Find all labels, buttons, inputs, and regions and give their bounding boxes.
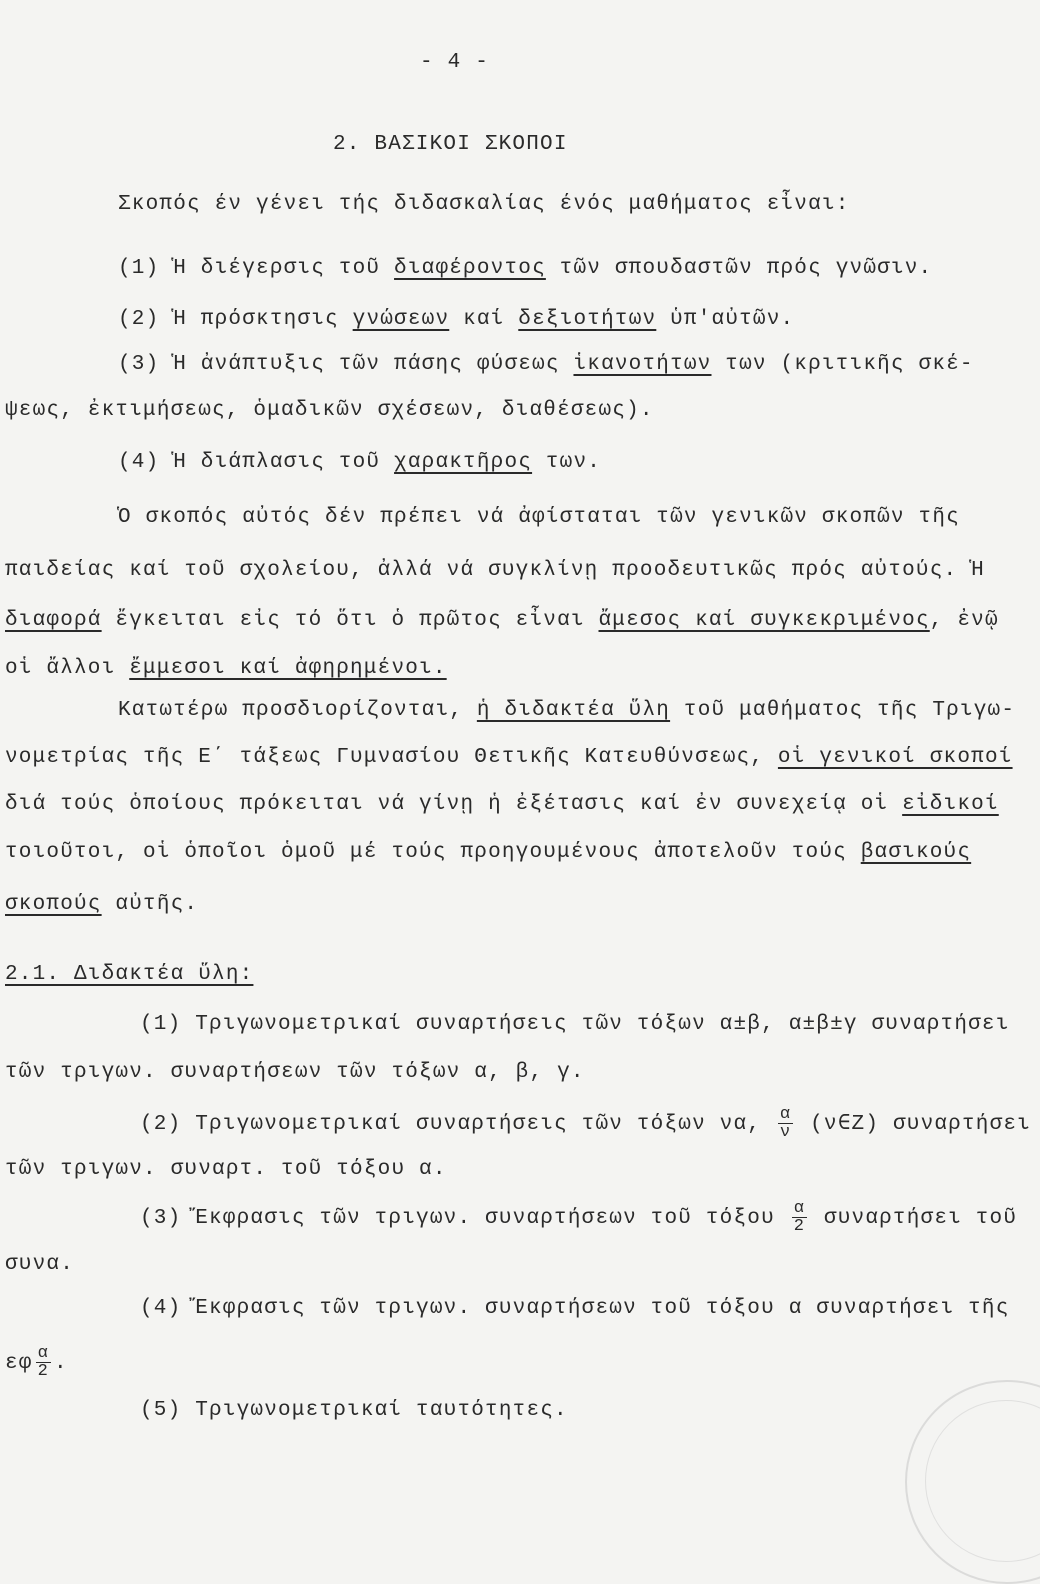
- item-2-text-end: (ν∈Ζ) συναρτήσει: [796, 1113, 1031, 1137]
- fraction-denominator: ν: [779, 1123, 792, 1142]
- fraction-alpha-over-2: [792, 1200, 807, 1235]
- item-5: (5) Τριγωνομετρικαί ταυτότητες.: [140, 1399, 568, 1422]
- fraction-numerator: α: [37, 1344, 50, 1363]
- paragraph-1-line-3-text: ἔγκειται εἰς τό ὅτι ὁ πρῶτος εἶναι: [101, 609, 599, 632]
- paragraph-1-line-2: παιδείας καί τοῦ σχολείου, ἀλλά νά συγκλίνῃ προοδευτικῶς πρός αὐτούς. Ἡ: [5, 559, 985, 582]
- indirect-abstract-keyword: ἔμμεσοι καί ἀφηρημένοι.: [129, 657, 447, 680]
- fraction-denominator: 2: [793, 1217, 806, 1236]
- general-aims-keyword: οἱ γενικοί σκοποί: [777, 746, 1013, 769]
- paragraph-2-line-1-end: τοῦ μαθήματος τῆς Τριγω-: [670, 699, 1016, 722]
- difference-keyword: διαφορά: [5, 609, 102, 632]
- aim-3-continuation: ψεως, ἐκτιμήσεως, ὁμαδικῶν σχέσεων, διαθέσεως).: [5, 399, 654, 422]
- item-1-line-1: (1) Τριγωνομετρικαί συναρτήσεις τῶν τόξων α±β, α±β±γ συναρτήσει: [140, 1013, 1010, 1036]
- paragraph-1-line-4-text: οἱ ἄλλοι: [5, 657, 130, 680]
- fraction-alpha-over-2-tan: [36, 1345, 51, 1380]
- paragraph-1-line-1: Ὁ σκοπός αὐτός δέν πρέπει νά ἀφίσταται τῶν γενικῶν σκοπῶν τῆς: [118, 506, 960, 529]
- paragraph-2-line-1-text: Κατωτέρω προσδιορίζονται,: [118, 699, 477, 722]
- fraction-denominator: 2: [37, 1362, 50, 1381]
- specific-keyword: εἰδικοί: [902, 793, 999, 816]
- aim-2-keyword-2: δεξιοτήτων: [518, 308, 657, 331]
- aim-4-keyword: χαρακτῆρος: [394, 451, 533, 474]
- paragraph-2-line-2-text: νομετρίας τῆς Ε΄ τάξεως Γυμνασίου Θετικῆς Κατευθύνσεως,: [5, 746, 778, 769]
- item-3-line-2: συνα.: [5, 1253, 75, 1276]
- paragraph-1-line-3-end: , ἐνῷ: [929, 609, 999, 632]
- paragraph-2-line-4-text: τοιοῦτοι, οἱ ὁποῖοι ὁμοῦ μέ τούς προηγουμένους ἀποτελοῦν τούς: [5, 841, 861, 864]
- direct-concrete-keyword: ἄμεσος καί συγκεκριμένος: [598, 609, 930, 632]
- aim-2-text-end: ὑπ'αὐτῶν.: [656, 308, 795, 331]
- item-3-line-1: [140, 1200, 1017, 1235]
- paragraph-2-line-3-text: διά τούς ὁποίους πρόκειται νά γίνῃ ἡ ἐξέτασις καί ἐν συνεχείᾳ οἱ: [5, 793, 903, 816]
- item-2-line-2: τῶν τριγων. συναρτ. τοῦ τόξου α.: [5, 1158, 447, 1181]
- intro-sentence: Σκοπός έν γένει τής διδασκαλίας ένός μαθήματος εἶναι:: [118, 193, 850, 216]
- paragraph-2-line-5: [5, 892, 198, 918]
- item-3-text: (3) Ἔκφρασις τῶν τριγων. συναρτήσεων τοῦ τόξου: [140, 1207, 789, 1231]
- item-4-text: εφ: [5, 1352, 33, 1376]
- paragraph-2-line-3: [5, 792, 999, 818]
- aim-3-text: (3) Ἡ ἀνάπτυξις τῶν πάσης φύσεως: [118, 353, 574, 376]
- aim-3: [118, 352, 974, 378]
- fraction-alpha-over-nu: [778, 1106, 793, 1141]
- fraction-numerator: α: [793, 1199, 806, 1218]
- item-2-text: (2) Τριγωνομετρικαί συναρτήσεις τῶν τόξων να,: [140, 1113, 775, 1137]
- aim-2-text-mid: καί: [449, 308, 519, 331]
- aim-1-text-end: τῶν σπουδαστῶν πρός γνῶσιν.: [545, 257, 933, 280]
- aim-2-keyword-1: γνώσεων: [352, 308, 450, 331]
- aim-1: [118, 256, 932, 282]
- fraction-numerator: α: [779, 1105, 792, 1124]
- paragraph-2-line-2: [5, 745, 1013, 771]
- aim-3-text-end: των (κριτικῆς σκέ-: [711, 353, 974, 376]
- paragraph-2-line-1: [118, 698, 1015, 724]
- aim-1-text: (1) Ἡ διέγερσις τοῦ: [118, 257, 395, 280]
- item-4-line-2: [5, 1345, 68, 1380]
- aim-4: [118, 450, 601, 476]
- paragraph-2-line-5-end: αὐτῆς.: [101, 893, 199, 916]
- aim-2-text: (2) Ἡ πρόσκτησις: [118, 308, 353, 331]
- subsection-title: 2.1. Διδακτέα ὕλη:: [5, 963, 254, 986]
- aim-4-text: (4) Ἡ διάπλασις τοῦ: [118, 451, 395, 474]
- paragraph-1-line-4: [5, 656, 447, 682]
- section-title: 2. ΒΑΣΙΚΟΙ ΣΚΟΠΟΙ: [333, 133, 568, 156]
- item-4-line-1: (4) Ἔκφρασις τῶν τριγων. συναρτήσεων τοῦ τόξου α συναρτήσει τῆς: [140, 1297, 1010, 1320]
- item-1-line-2: τῶν τριγων. συναρτήσεων τῶν τόξων α, β, γ.: [5, 1061, 585, 1084]
- aim-4-text-end: των.: [532, 451, 602, 474]
- aim-1-keyword: διαφέροντος: [394, 257, 546, 280]
- page-number: - 4 -: [420, 51, 490, 74]
- aims-keyword: σκοπούς: [5, 893, 102, 916]
- aim-3-keyword: ἱκανοτήτων: [573, 353, 712, 376]
- item-4-text-end: .: [54, 1352, 68, 1376]
- basic-keyword: βασικούς: [860, 841, 972, 864]
- subject-matter-keyword: ἡ διδακτέα ὕλη: [476, 699, 671, 722]
- item-2-line-1: [140, 1106, 1031, 1141]
- paragraph-1-line-3: [5, 608, 999, 634]
- paragraph-2-line-4: [5, 840, 971, 866]
- item-3-text-end: συναρτήσει τοῦ: [810, 1207, 1018, 1231]
- aim-2: [118, 307, 794, 333]
